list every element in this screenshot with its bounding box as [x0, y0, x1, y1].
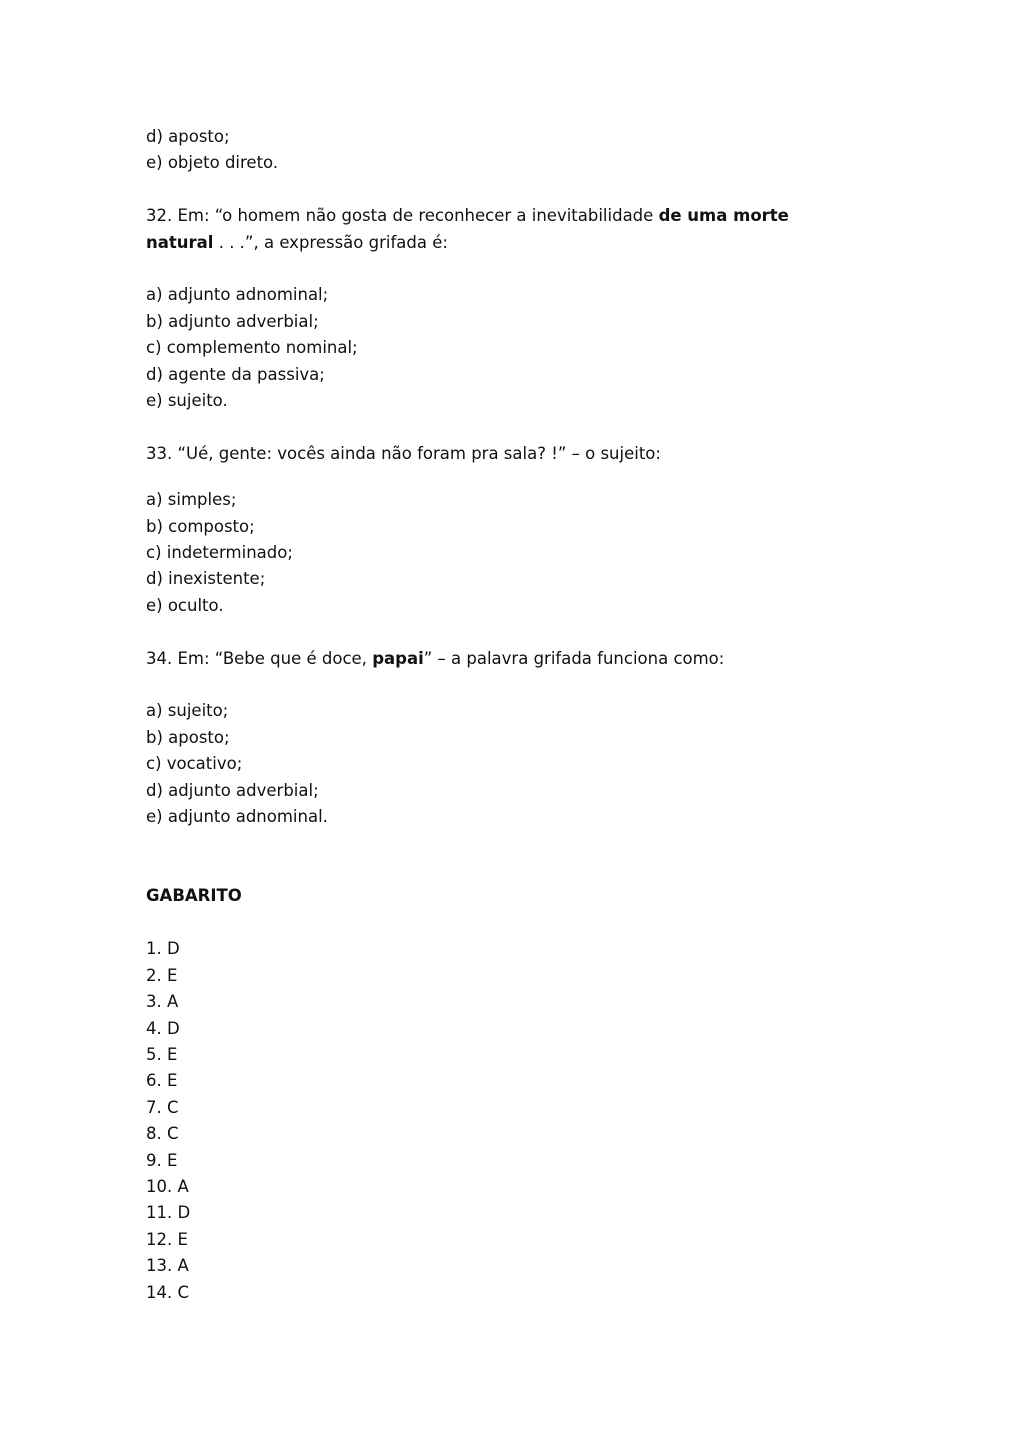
- answer-key-item: 3. A: [146, 992, 179, 1012]
- answer-key-item: 11. D: [146, 1203, 191, 1223]
- question-33: [146, 441, 906, 619]
- option-b: b) aposto;: [146, 727, 230, 747]
- question-32-highlight-part1: de uma morte: [658, 206, 789, 226]
- option-e: e) sujeito.: [146, 391, 228, 411]
- answer-key-title-text: GABARITO: [146, 886, 242, 906]
- option-a: a) simples;: [146, 490, 237, 510]
- question-34: [146, 646, 906, 831]
- document-page: [146, 124, 906, 1306]
- option-c: c) vocativo;: [146, 754, 243, 774]
- answer-key-item: 1. D: [146, 939, 180, 959]
- answer-key-item: 12. E: [146, 1229, 188, 1249]
- option-b: b) composto;: [146, 516, 255, 536]
- option-d: d) inexistente;: [146, 569, 266, 589]
- answer-key-list: [146, 936, 906, 1306]
- answer-key-item: 8. C: [146, 1124, 179, 1144]
- option-a: a) sujeito;: [146, 701, 229, 721]
- option-a: a) adjunto adnominal;: [146, 285, 329, 305]
- answer-key-item: 13. A: [146, 1256, 189, 1276]
- option-e: e) objeto direto.: [146, 153, 279, 173]
- question-33-text: 33. “Ué, gente: vocês ainda não foram pra sala? !” – o sujeito:: [146, 443, 661, 463]
- answer-key-item: 14. C: [146, 1282, 190, 1302]
- option-c: c) indeterminado;: [146, 543, 293, 563]
- option-d: d) adjunto adverbial;: [146, 780, 319, 800]
- option-c: c) complemento nominal;: [146, 338, 358, 358]
- answer-key: [146, 883, 906, 1305]
- answer-key-item: 4. D: [146, 1018, 180, 1038]
- question-34-suffix: ” – a palavra grifada funciona como:: [423, 648, 725, 668]
- answer-key-title: [146, 883, 906, 909]
- question-32-suffix: . . .”, a expressão grifada é:: [213, 232, 448, 252]
- answer-key-item: 2. E: [146, 965, 178, 985]
- question-34-text: [146, 646, 906, 672]
- question-34-prefix: 34. Em: “Bebe que é doce,: [146, 648, 373, 668]
- question-32-prefix: 32. Em: “o homem não gosta de reconhecer a inevitabilidade: [146, 206, 659, 226]
- option-d: d) agente da passiva;: [146, 364, 325, 384]
- answer-key-item: 9. E: [146, 1150, 178, 1170]
- question-31-options: [146, 124, 906, 177]
- option-e: e) adjunto adnominal.: [146, 807, 328, 827]
- answer-key-item: 6. E: [146, 1071, 178, 1091]
- option-d: d) aposto;: [146, 127, 230, 146]
- answer-key-item: 7. C: [146, 1097, 179, 1117]
- option-b: b) adjunto adverbial;: [146, 311, 319, 331]
- option-e: e) oculto.: [146, 595, 224, 615]
- question-34-highlight: papai: [372, 648, 424, 668]
- question-32-highlight-part2: natural: [146, 232, 214, 252]
- question-32: [146, 203, 906, 414]
- answer-key-item: 10. A: [146, 1176, 189, 1196]
- answer-key-item: 5. E: [146, 1044, 178, 1064]
- question-32-text-line1: [146, 203, 906, 229]
- question-32-text-line2: [146, 230, 906, 256]
